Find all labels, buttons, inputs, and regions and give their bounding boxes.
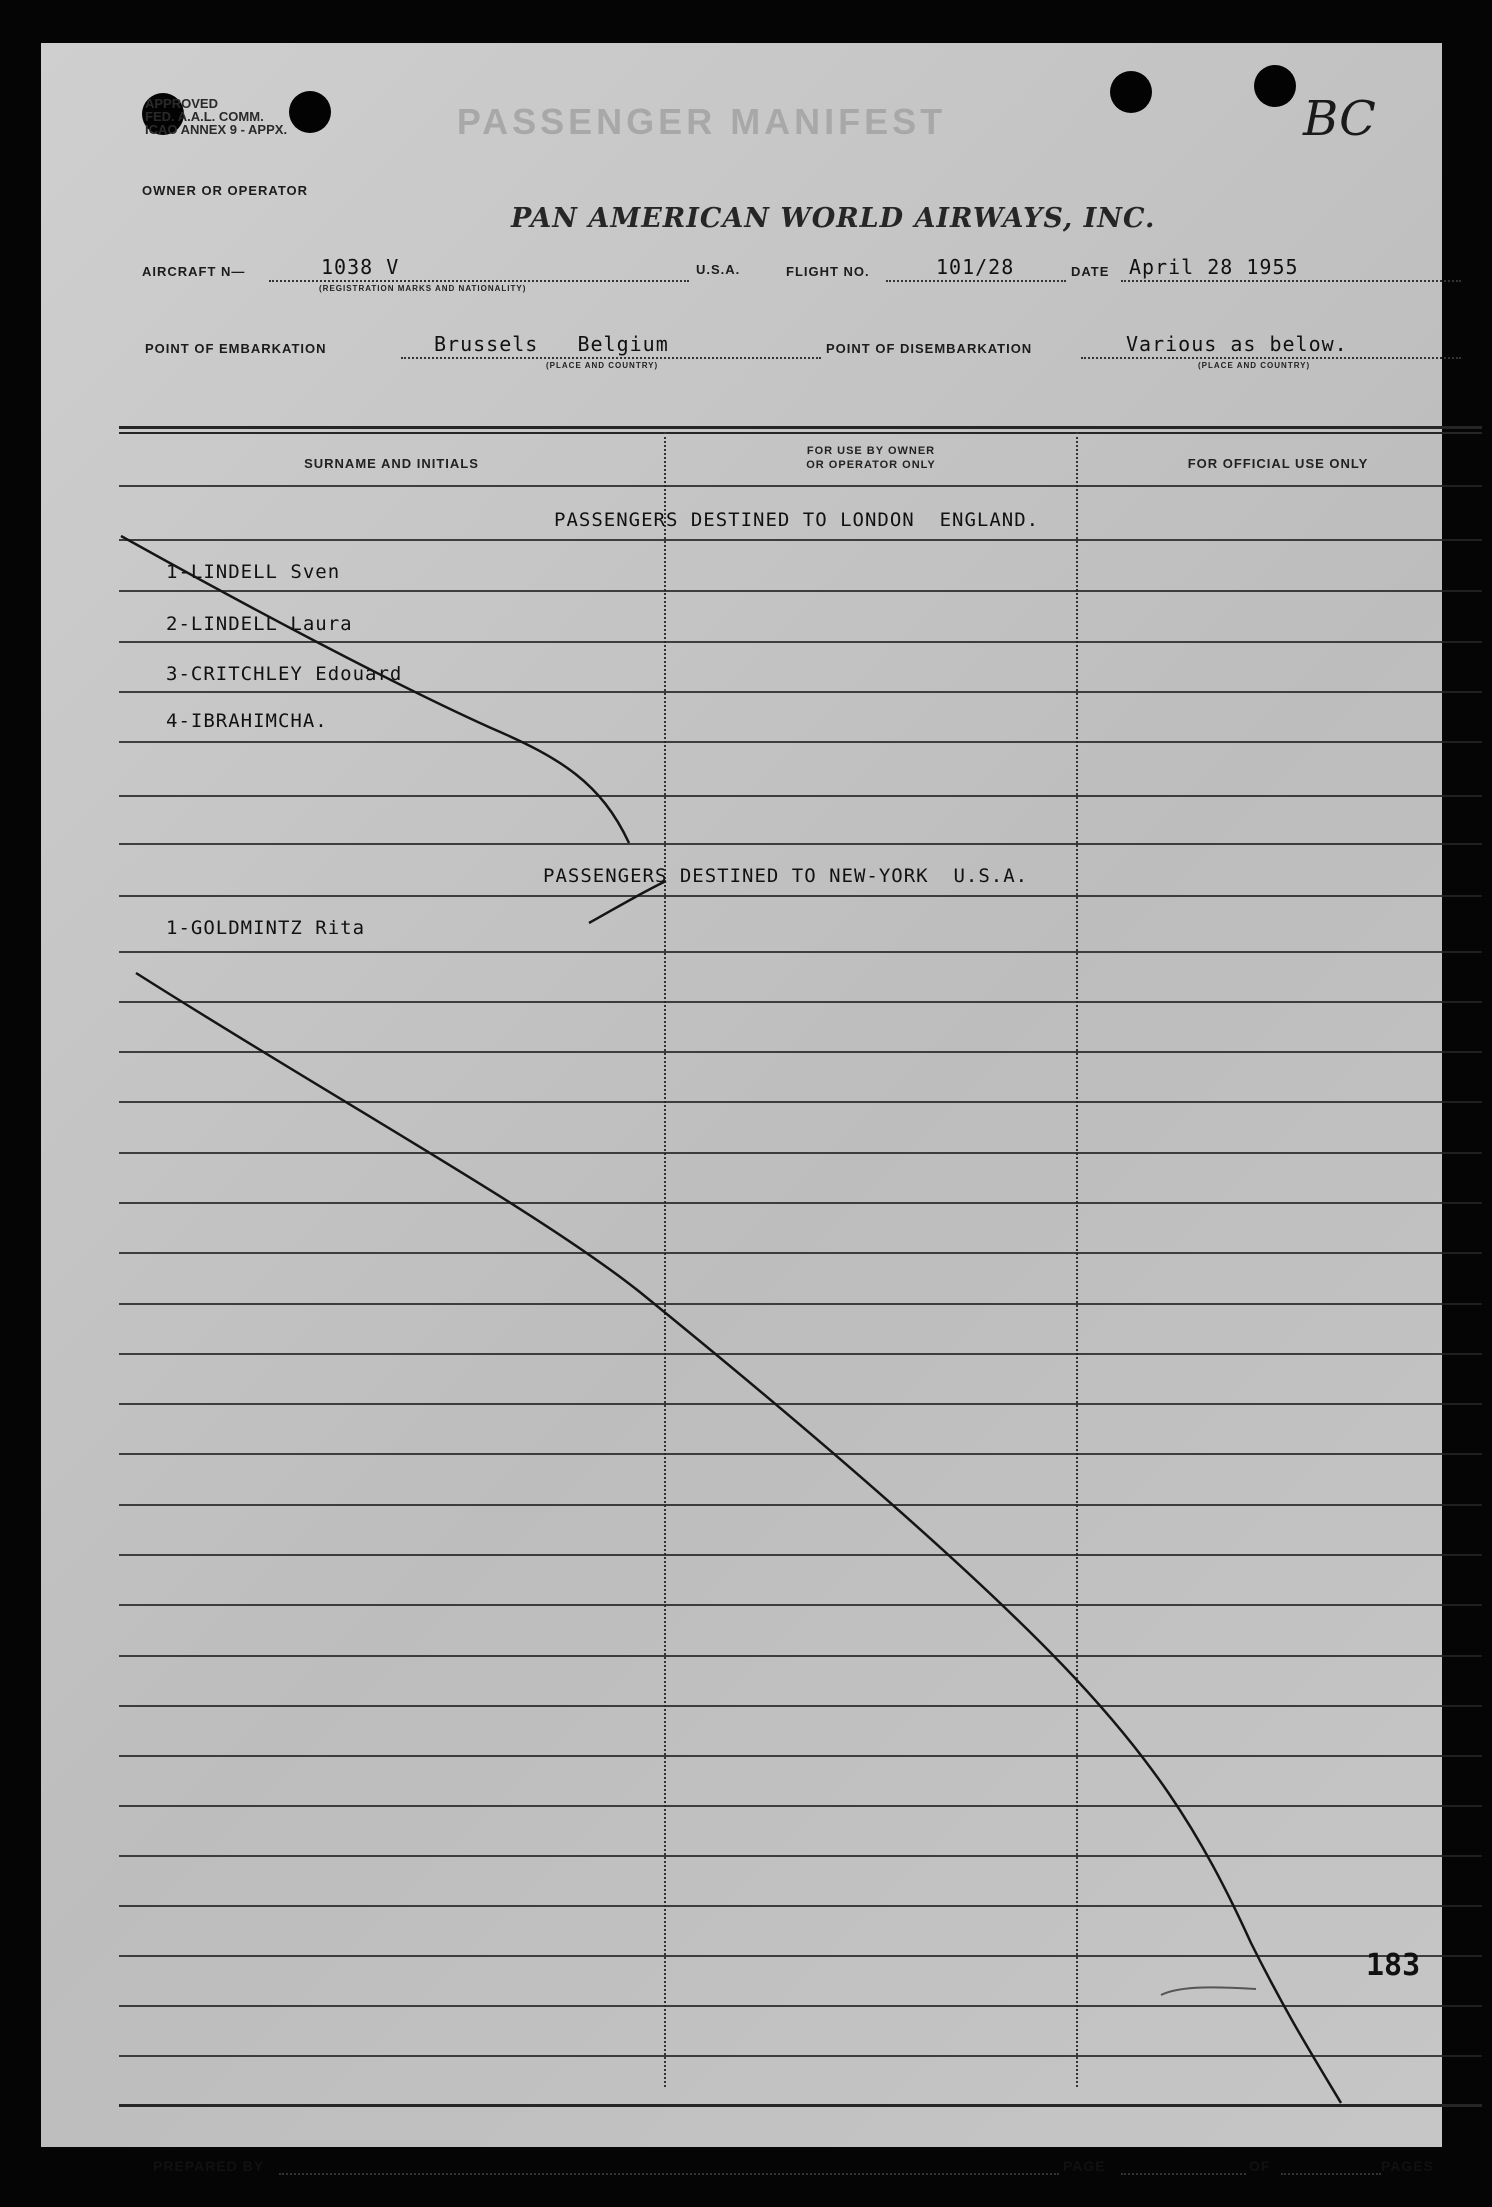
cancel-stroke xyxy=(589,881,666,923)
of-label: OF xyxy=(1249,2158,1271,2174)
disembark-value: Various as below. xyxy=(1126,332,1348,356)
prepared-by-label: PREPARED BY xyxy=(153,2158,265,2174)
table-bottom-rule xyxy=(119,2104,1482,2107)
manifest-sheet xyxy=(41,43,1442,2174)
manifest-title: PASSENGER MANIFEST xyxy=(456,101,947,142)
page-label: PAGE xyxy=(1063,2158,1106,2174)
passenger-entry: 2-LINDELL Laura xyxy=(166,613,353,635)
date-label: DATE xyxy=(1071,264,1110,279)
date-value: April 28 1955 xyxy=(1129,255,1299,279)
section-heading: PASSENGERS DESTINED TO LONDON ENGLAND. xyxy=(554,509,1040,531)
col-owner-header: OR OPERATOR ONLY xyxy=(806,459,936,471)
registration-note: (REGISTRATION MARKS AND NATIONALITY) xyxy=(319,284,527,293)
passenger-entry: 1-LINDELL Sven xyxy=(166,561,341,583)
of-line xyxy=(1281,2173,1381,2175)
disembark-label: POINT OF DISEMBARKATION xyxy=(826,341,1033,356)
approved-stamp: APPROVED FED. A.A.L. COMM. ICAO ANNEX 9 - APPX. xyxy=(145,96,288,137)
prepared-by-line xyxy=(279,2173,1059,2175)
aircraft-value: 1038 V xyxy=(321,255,400,279)
cancel-stroke xyxy=(121,536,629,843)
embark-label: POINT OF EMBARKATION xyxy=(145,341,327,356)
usa-label: U.S.A. xyxy=(696,262,741,277)
ink-scribble xyxy=(1161,1987,1256,1995)
col-surname-header: SURNAME AND INITIALS xyxy=(304,456,479,471)
embark-value: Brussels Belgium xyxy=(434,332,669,356)
aircraft-label: AIRCRAFT N— xyxy=(142,264,246,279)
cancel-stroke xyxy=(136,973,1341,2103)
col-owner-header: FOR USE BY OWNER xyxy=(806,445,936,457)
passenger-entry: 4-IBRAHIMCHA. xyxy=(166,710,328,732)
col-official-header: FOR OFFICIAL USE ONLY xyxy=(1187,456,1369,471)
page-number: 183 xyxy=(1366,1948,1421,1983)
pages-label: PAGES xyxy=(1381,2158,1434,2174)
page-line xyxy=(1121,2173,1246,2175)
passenger-entry: 1-GOLDMINTZ Rita xyxy=(166,917,366,939)
disembark-note: (PLACE AND COUNTRY) xyxy=(1198,361,1311,370)
section-heading: PASSENGERS DESTINED TO NEW-YORK U.S.A. xyxy=(543,865,1029,887)
operator-name: PAN AMERICAN WORLD AIRWAYS, INC. xyxy=(511,203,1156,234)
passenger-entry: 3-CRITCHLEY Edouard xyxy=(166,663,403,685)
handwritten-mark: BC xyxy=(1303,91,1376,147)
flight-value: 101/28 xyxy=(936,255,1015,279)
embark-note: (PLACE AND COUNTRY) xyxy=(546,361,659,370)
flight-label: FLIGHT NO. xyxy=(786,264,870,279)
owner-label: OWNER OR OPERATOR xyxy=(142,183,309,198)
cancellation-strokes xyxy=(41,43,1442,2147)
